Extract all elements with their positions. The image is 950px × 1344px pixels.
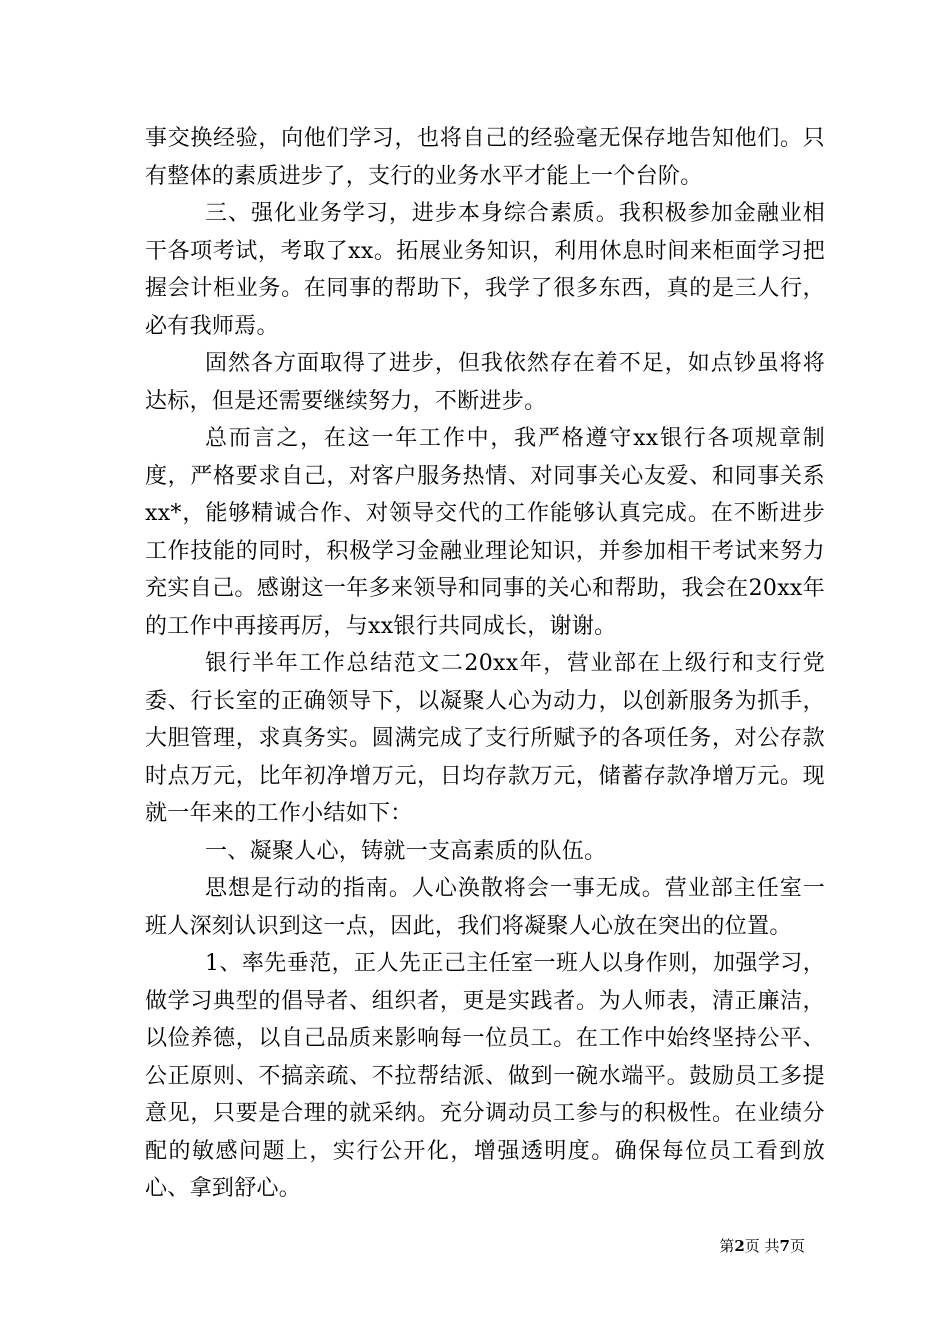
document-body [145, 120, 825, 1208]
paragraph-4: 总而言之，在这一年工作中，我严格遵守xx银行各项规章制度，严格要求自己，对客户服务热情、对同事关心友爱、和同事关系xx*，能够精诚合作、对领导交代的工作能够认真完成。在不断进步工作技能的同时，积极学习金融业理论知识，并参加相干考试来努力充实自己。感谢这一年多来领导和同事的关心和帮助，我会在20xx年的工作中再接再厉，与xx银行共同成长，谢谢。 [145, 426, 825, 639]
page-total: 7 [779, 1237, 790, 1255]
paragraph-7: 思想是行动的指南。人心涣散将会一事无成。营业部主任室一班人深刻认识到这一点，因此，我们将凝聚人心放在突出的位置。 [145, 876, 825, 939]
page-current: 2 [734, 1237, 745, 1255]
paragraph-6-heading: 一、凝聚人心，铸就一支高素质的队伍。 [205, 838, 607, 864]
paragraph-3: 固然各方面取得了进步，但我依然存在着不足，如点钞虽将将达标，但是还需要继续努力，不断进步。 [145, 351, 825, 414]
paragraph-2: 三、强化业务学习，进步本身综合素质。我积极参加金融业相干各项考试，考取了xx。拓展业务知识，利用休息时间来柜面学习把握会计柜业务。在同事的帮助下，我学了很多东西，真的是三人行，必有我师焉。 [145, 201, 825, 339]
page-prefix: 第 [719, 1237, 735, 1255]
paragraph-8: 1、率先垂范，正人先正己主任室一班人以身作则，加强学习，做学习典型的倡导者、组织者，更是实践者。为人师表，清正廉洁，以俭养德，以自己品质来影响每一位员工。在工作中始终坚持公平、公正原则、不搞亲疏、不拉帮结派、做到一碗水端平。鼓励员工多提意见，只要是合理的就采纳。充分调动员工参与的积极性。在业绩分配的敏感问题上，实行公开化，增强透明度。确保每位员工看到放心、拿到舒心。 [145, 951, 825, 1201]
paragraph-5: 银行半年工作总结范文二20xx年，营业部在上级行和支行党委、行长室的正确领导下，以凝聚人心为动力，以创新服务为抓手，大胆管理，求真务实。圆满完成了支行所赋予的各项任务，对公存款时点万元，比年初净增万元，日均存款万元，储蓄存款净增万元。现就一年来的工作小结如下： [145, 651, 825, 826]
page-suffix: 页 [789, 1237, 805, 1255]
page-middle: 页 共 [744, 1237, 780, 1255]
paragraph-1: 事交换经验，向他们学习，也将自己的经验毫无保存地告知他们。只有整体的素质进步了，支行的业务水平才能上一个台阶。 [145, 126, 825, 189]
page-number [719, 1237, 805, 1255]
